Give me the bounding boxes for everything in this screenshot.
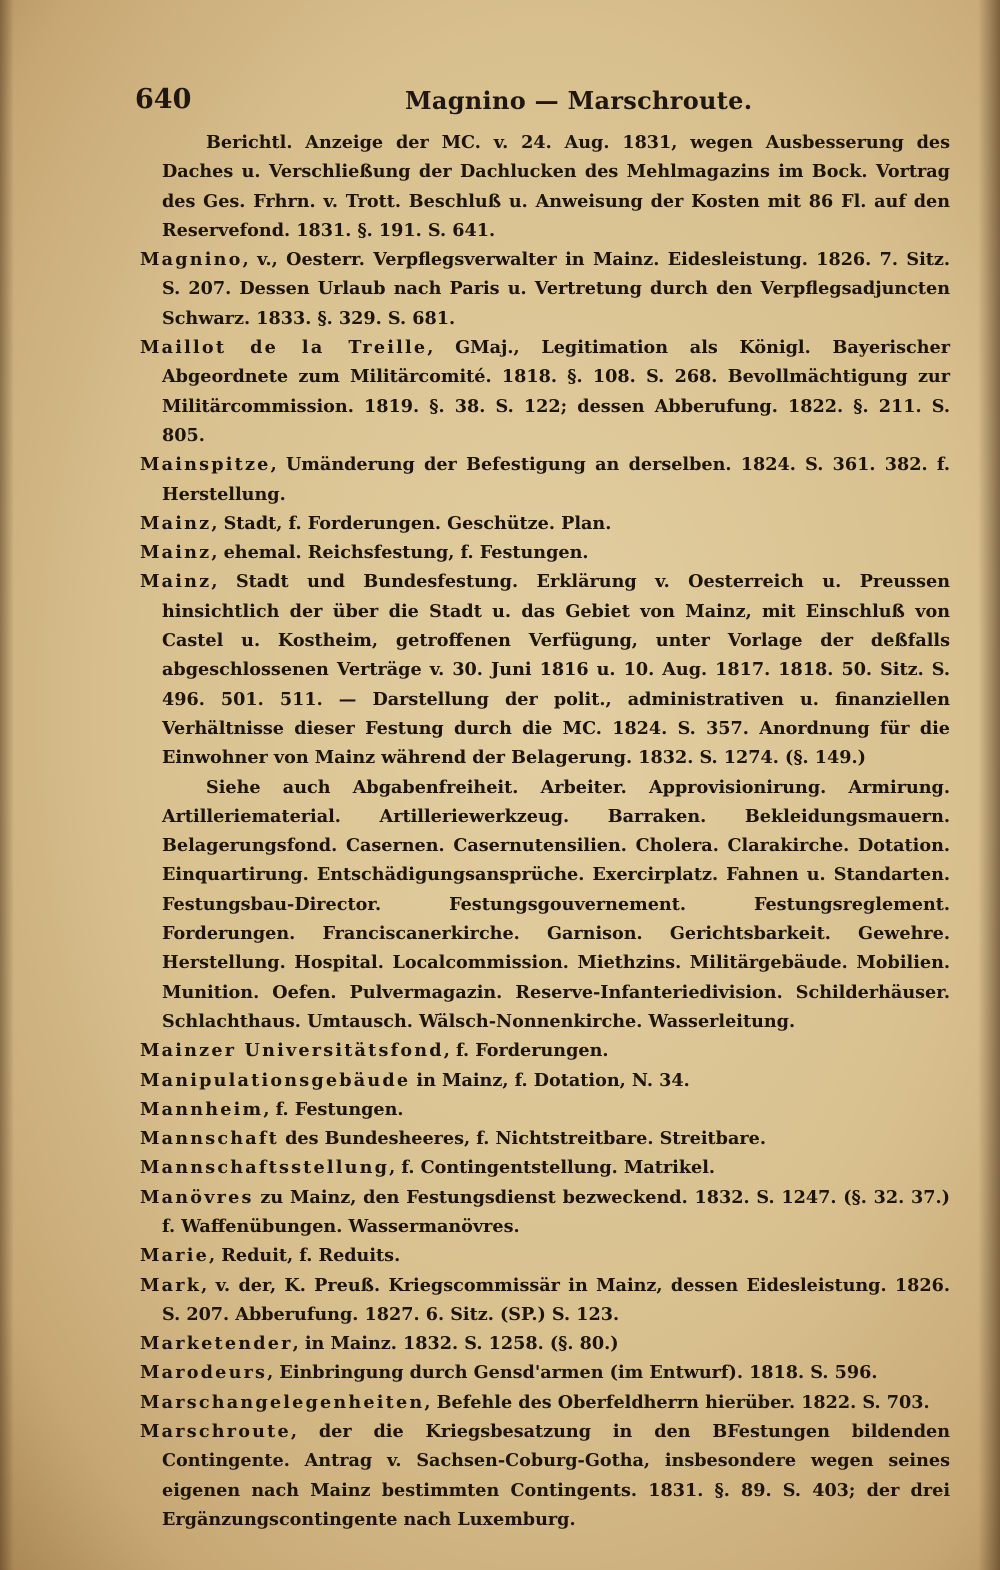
entry-text: , Stadt und Bundesfestung. Erklärung v. Oesterreich u. Preussen hinsichtlich der über die Stadt u. das Gebiet von Mainz, mit Einschluß von Castel u. Kostheim, getroffenen Verfügung, unter Vorlage der deßfalls abgeschlossenen Verträge v. 30. Juni 1816 u. 10. Aug. 1817. 1818. 50. Sitz. S. 496. 501. 511. — Darstellung der polit., administrativen u. finanziellen Verhältnisse dieser Festung durch die MC. 1824. S. 357. Anordnung für die Einwohner von Mainz während der Belagerung. 1832. S. 1274. (§. 149.) [162,571,950,769]
entry-keyword: Manipulationsgebäude [140,1069,411,1091]
entry-keyword: Mainz [140,512,212,534]
entry-text: des Bundesheeres, f. Nichtstreitbare. Streitbare. [278,1128,766,1150]
page-shadow-left [0,0,14,1570]
entry-text: , f. Forderungen. [443,1040,609,1062]
entry-keyword: Maillot de la Treille [140,337,428,359]
index-entry [140,567,950,772]
index-entry [140,1153,950,1182]
entry-keyword: Mannheim [140,1098,264,1120]
entry-text: , v. der, K. Preuß. Kriegscommissär in Mainz, dessen Eidesleistung. 1826. S. 207. Abberufung. 1827. 6. Sitz. (SP.) S. 123. [162,1274,950,1325]
index-entry [140,128,950,245]
page-shadow-right [978,0,1000,1570]
entry-text: , v., Oesterr. Verpflegsverwalter in Mainz. Eidesleistung. 1826. 7. Sitz. S. 207. Dessen Urlaub nach Paris u. Vertretung durch den Verpflegsadjuncten Schwarz. 1833. §. 329. S. 681. [162,249,950,329]
entry-keyword: Marschangelegenheiten [140,1391,425,1413]
entry-text: , Befehle des Oberfeldherrn hierüber. 1822. S. 703. [424,1391,930,1413]
entry-text: in Mainz, f. Dotation, N. 34. [410,1069,690,1091]
entry-text: Siehe auch Abgabenfreiheit. Arbeiter. Approvisionirung. Armirung. Artilleriematerial. Artilleriewerkzeug. Barraken. Bekleidungsmauern. Belagerungsfond. Casernen. Casernutensilien. Cholera. Clarakirche. Dotation. Einquartirung. Entschädigungsansprüche. Exercirplatz. Fahnen u. Standarten. Festungsbau-Director. Festungsgouvernement. Festungsreglement. Forderungen. Franciscanerkirche. Garnison. Gerichtsbarkeit. Gewehre. Herstellung. Hospital. Localcommission. Miethzins. Militärgebäude. Mobilien. Munition. Oefen. Pulvermagazin. Reserve-Infanteriedivision. Schilderhäuser. Schlachthaus. Umtausch. Wälsch-Nonnenkirche. Wasserleitung. [162,776,950,1032]
entry-keyword: Marie [140,1245,210,1267]
index-entry [140,1241,950,1270]
index-entry [140,1036,950,1065]
entry-text: Berichtl. Anzeige der MC. v. 24. Aug. 1831, wegen Ausbesserung des Daches u. Verschließung der Dachlucken des Mehlmagazins im Bock. Vortrag des Ges. Frhrn. v. Trott. Beschluß u. Anweisung der Kosten mit 86 Fl. auf den Reservefond. 1831. §. 191. S. 641. [162,132,950,241]
entry-keyword: Marketender [140,1333,293,1355]
entry-keyword: Magnino [140,249,243,271]
entry-keyword: Marodeurs [140,1362,268,1384]
index-entry [140,450,950,509]
index-entry [140,538,950,567]
index-entry [140,1417,950,1534]
index-entry [140,1095,950,1124]
index-entry [140,509,950,538]
entry-text: , Reduit, f. Reduits. [209,1245,401,1267]
index-entry [140,773,950,1037]
entry-keyword: Mark [140,1274,202,1296]
index-entry [140,1329,950,1358]
entry-text: zu Mainz, den Festungsdienst bezweckend. 1832. S. 1247. (§. 32. 37.) f. Waffenübungen. Wassermanövres. [162,1186,950,1237]
entry-keyword: Mainspitze [140,454,271,476]
entry-text: , Stadt, f. Forderungen. Geschütze. Plan. [211,512,612,534]
entry-text: , f. Festungen. [263,1098,404,1120]
page-number: 640 [135,84,192,115]
running-head: Magnino — Marschroute. [405,86,753,115]
entry-keyword: Mainzer Universitätsfond [140,1040,444,1062]
index-entry [140,1388,950,1417]
entry-keyword: Mainz [140,571,212,593]
entry-text: , der die Kriegsbesatzung in den BFestungen bildenden Contingente. Antrag v. Sachsen-Coburg-Gotha, insbesondere wegen seines eigenen nach Mainz bestimmten Contingents. 1831. §. 89. S. 403; der drei Ergänzungscontingente nach Luxemburg. [162,1421,950,1530]
index-entry [140,1358,950,1387]
entry-keyword: Marschroute [140,1421,291,1443]
index-entry [140,1066,950,1095]
entry-keyword: Manövres [140,1186,254,1208]
entry-keyword: Mainz [140,542,212,564]
entry-text: , Umänderung der Befestigung an derselben. 1824. S. 361. 382. f. Herstellung. [162,454,950,505]
index-entries [140,128,950,1534]
entry-keyword: Mannschaftsstellung [140,1157,390,1179]
entry-keyword: Mannschaft [140,1128,279,1150]
entry-text: , GMaj., Legitimation als Königl. Bayerischer Abgeordnete zum Militärcomité. 1818. §. 108. S. 268. Bevollmächtigung zur Militärcommission. 1819. §. 38. S. 122; dessen Abberufung. 1822. §. 211. S. 805. [162,337,950,446]
index-entry [140,245,950,333]
index-entry [140,333,950,450]
index-entry [140,1271,950,1330]
entry-text: , ehemal. Reichsfestung, f. Festungen. [211,542,589,564]
entry-text: , f. Contingentstellung. Matrikel. [389,1157,716,1179]
entry-text: , Einbringung durch Gensd'armen (im Entwurf). 1818. S. 596. [267,1362,878,1384]
entry-text: , in Mainz. 1832. S. 1258. (§. 80.) [292,1333,619,1355]
page-header [135,82,955,122]
index-entry [140,1124,950,1153]
index-entry [140,1183,950,1242]
